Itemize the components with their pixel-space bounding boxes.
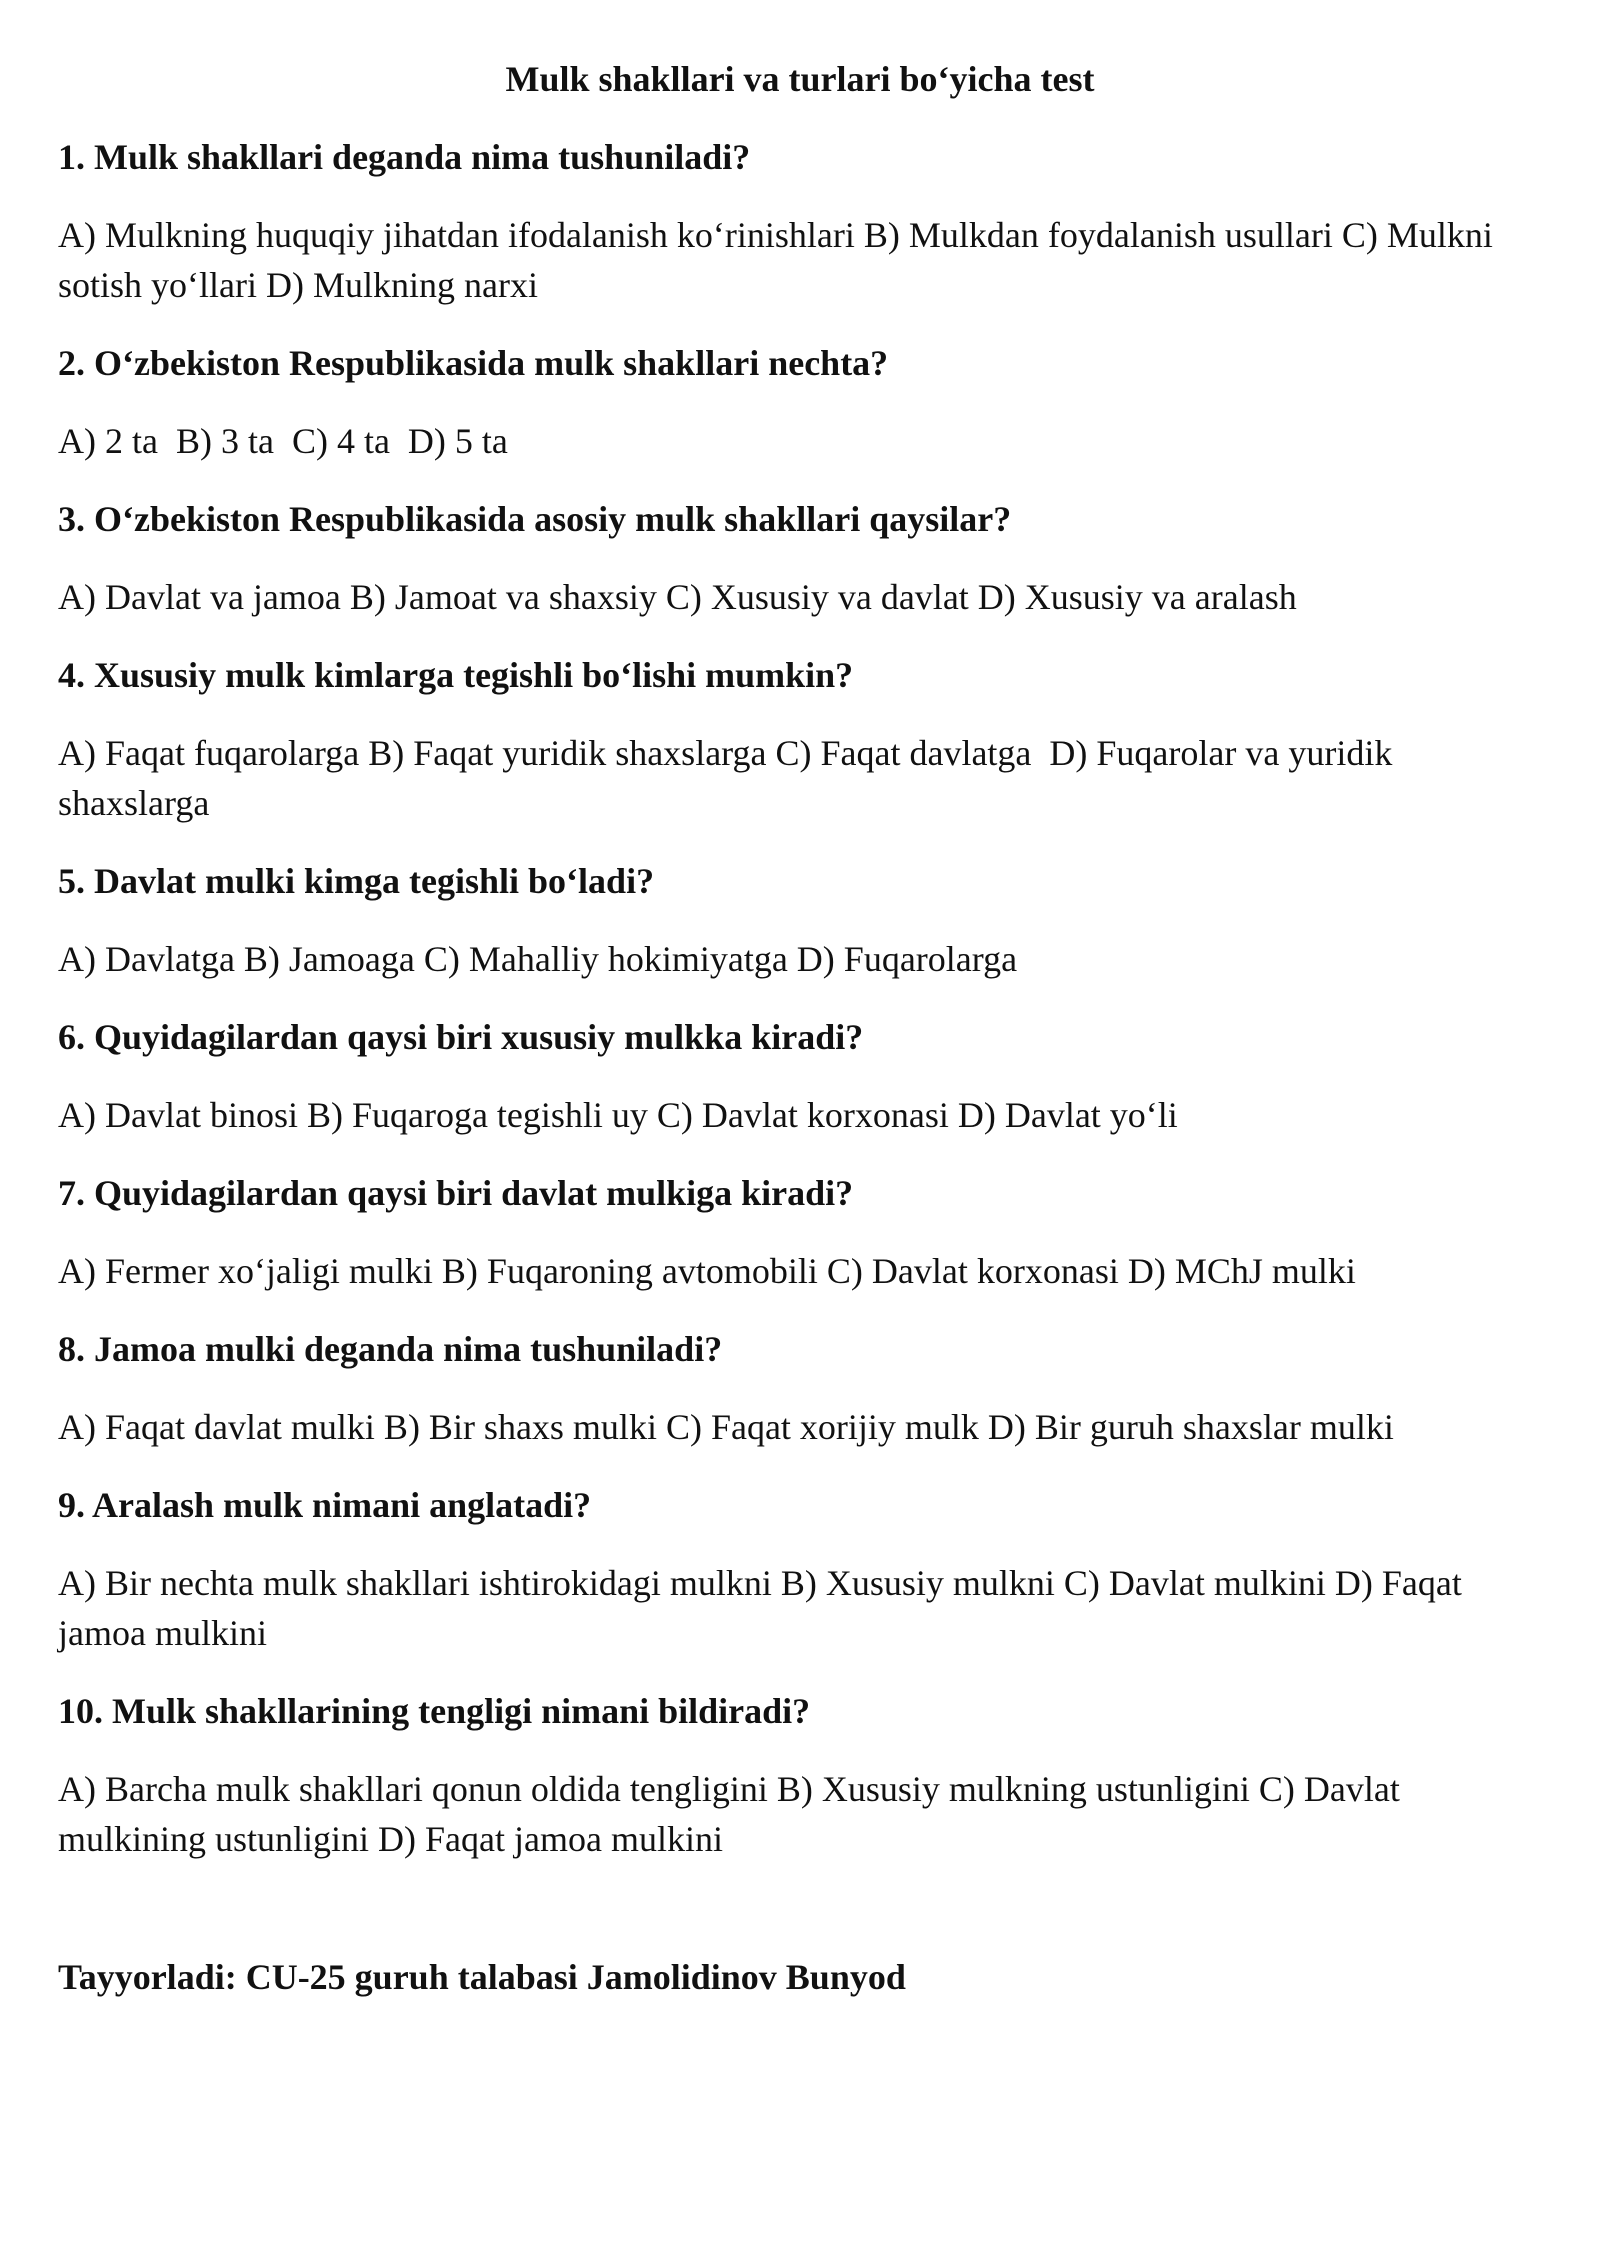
answers-1: A) Mulkning huquqiy jihatdan ifodalanish ko‘rinishlari B) Mulkdan foydalanish usullari C) Mulkni sotish yo‘llari D) Mulkning narxi — [58, 215, 1502, 305]
question-4: 4. Xususiy mulk kimlarga tegishli bo‘lishi mumkin? — [58, 655, 854, 695]
question-8: 8. Jamoa mulki deganda nima tushuniladi? — [58, 1329, 723, 1369]
answers-5: A) Davlatga B) Jamoaga C) Mahalliy hokimiyatga D) Fuqarolarga — [58, 939, 1018, 979]
question-6: 6. Quyidagilardan qaysi biri xususiy mulkka kiradi? — [58, 1017, 864, 1057]
question-10: 10. Mulk shakllarining tengligi nimani bildiradi? — [58, 1691, 811, 1731]
answers-2: A) 2 ta B) 3 ta C) 4 ta D) 5 ta — [58, 421, 508, 461]
question-3: 3. O‘zbekiston Respublikasida asosiy mulk shakllari qaysilar? — [58, 499, 1012, 539]
test-content — [58, 132, 1542, 1892]
answers-6: A) Davlat binosi B) Fuqaroga tegishli uy C) Davlat korxonasi D) Davlat yo‘li — [58, 1095, 1178, 1135]
prepared-by: Tayyorladi: CU-25 guruh talabasi Jamolidinov Bunyod — [58, 1957, 906, 1997]
question-5: 5. Davlat mulki kimga tegishli bo‘ladi? — [58, 861, 655, 901]
answers-3: A) Davlat va jamoa B) Jamoat va shaxsiy C) Xususiy va davlat D) Xususiy va aralash — [58, 577, 1297, 617]
answers-4: A) Faqat fuqarolarga B) Faqat yuridik shaxslarga C) Faqat davlatga D) Fuqarolar va yuridik shaxslarga — [58, 733, 1402, 823]
question-7: 7. Quyidagilardan qaysi biri davlat mulkiga kiradi? — [58, 1173, 854, 1213]
question-9: 9. Aralash mulk nimani anglatadi? — [58, 1485, 592, 1525]
question-2: 2. O‘zbekiston Respublikasida mulk shakllari nechta? — [58, 343, 889, 383]
page-title: Mulk shakllari va turlari bo‘yicha test — [505, 59, 1095, 99]
question-1: 1. Mulk shakllari deganda nima tushuniladi? — [58, 137, 751, 177]
answers-8: A) Faqat davlat mulki B) Bir shaxs mulki C) Faqat xorijiy mulk D) Bir guruh shaxslar mulki — [58, 1407, 1394, 1447]
answers-7: A) Fermer xo‘jaligi mulki B) Fuqaroning avtomobili C) Davlat korxonasi D) MChJ mulki — [58, 1251, 1356, 1291]
answers-10: A) Barcha mulk shakllari qonun oldida tengligini B) Xususiy mulkning ustunligini C) Davlat mulkining ustunligini D) Faqat jamoa mulkini — [58, 1769, 1409, 1859]
answers-9: A) Bir nechta mulk shakllari ishtirokidagi mulkni B) Xususiy mulkni C) Davlat mulkini D) Faqat jamoa mulkini — [58, 1563, 1471, 1653]
